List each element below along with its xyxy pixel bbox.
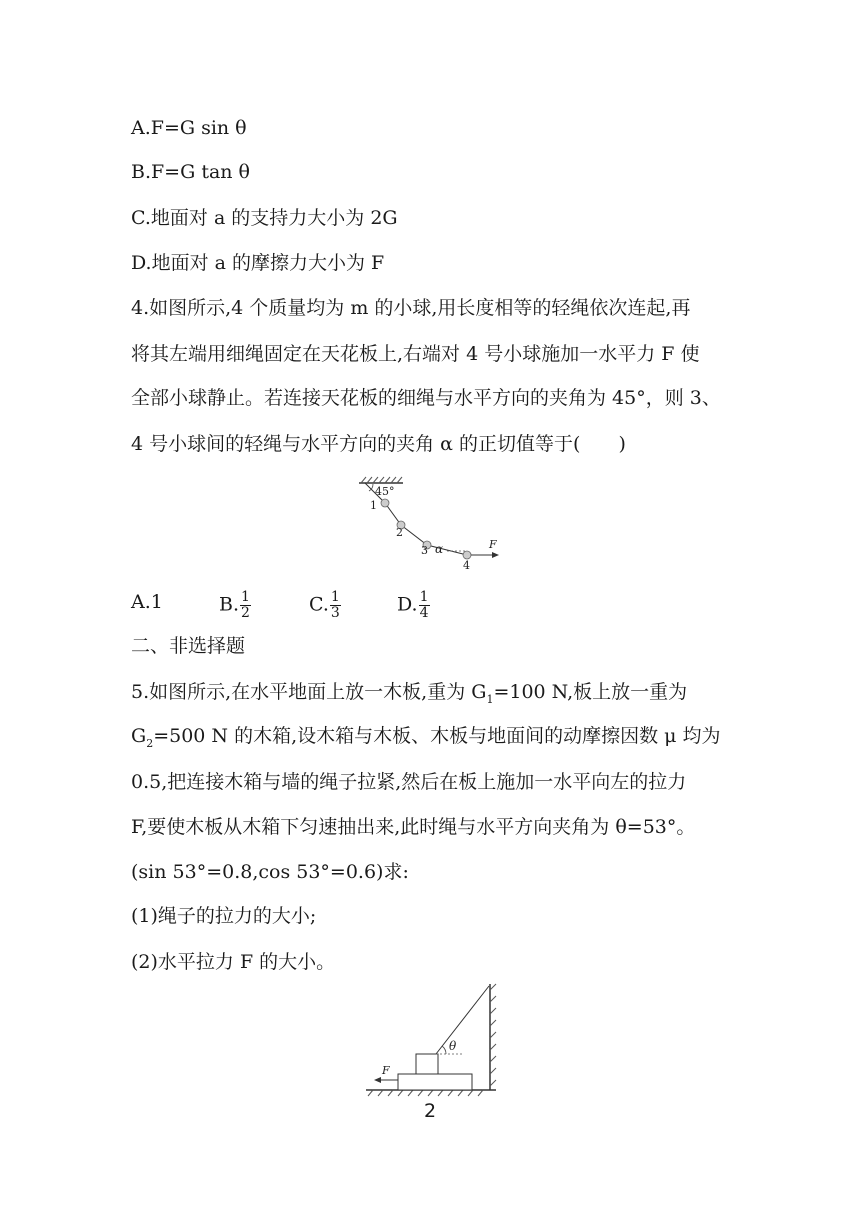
ball-1 [381, 499, 389, 507]
fraction-denominator: 2 [241, 605, 250, 621]
page-number: 2 [423, 1100, 437, 1122]
q4-text-line3: 全部小球静止。若连接天花板的细绳与水平方向的夹角为 45°，则 3、 [131, 387, 721, 409]
q4-figure [355, 475, 515, 575]
q3-option-d: D.地面对 a 的摩擦力大小为 F [131, 252, 385, 274]
theta-label: θ [449, 1039, 457, 1053]
fraction-numerator: 1 [241, 589, 250, 605]
q5-line1-part-b: =100 N,板上放一重为 [493, 681, 688, 703]
q5-line2-part-b: =500 N 的木箱,设木箱与木板、木板与地面间的动摩擦因数 μ 均为 [153, 725, 721, 747]
q5-line2-part-a: G [131, 725, 147, 747]
q5-text-line2 [131, 724, 721, 756]
rope-to-wall [436, 986, 489, 1054]
q4-option-c [309, 590, 341, 621]
q4-text-line4: 4 号小球间的轻绳与水平方向的夹角 α 的正切值等于( ) [131, 433, 626, 455]
q4-option-b [219, 590, 251, 621]
alpha-label: α [435, 542, 444, 556]
subscript-1: 1 [486, 692, 494, 706]
q4-option-b-fraction [240, 590, 251, 621]
angle-45-label: 45° [375, 485, 395, 498]
ball-4 [463, 551, 471, 559]
ground-hatch [368, 1090, 483, 1096]
q4-option-c-fraction [330, 590, 341, 621]
force-arrowhead [492, 552, 499, 558]
ball-label-1: 1 [370, 499, 377, 512]
theta-arc [442, 1046, 446, 1054]
crate [416, 1054, 438, 1074]
fraction-denominator: 3 [330, 605, 340, 621]
force-arrowhead [374, 1077, 381, 1083]
q4-option-d-fraction [419, 590, 430, 621]
q3-option-a: A.F=G sin θ [131, 117, 247, 139]
q3-option-b: B.F=G tan θ [131, 161, 251, 183]
q5-text-line5: (sin 53°=0.8,cos 53°=0.6)求: [131, 861, 409, 883]
q5-text-line1 [131, 680, 687, 712]
q5-subquestion-2: (2)水平拉力 F 的大小。 [131, 951, 336, 973]
ball-label-4: 4 [463, 559, 470, 572]
fraction-denominator: 4 [419, 605, 429, 621]
q5-figure [362, 980, 507, 1098]
subscript-2: 2 [146, 736, 154, 750]
q4-text-line2: 将其左端用细绳固定在天花板上,右端对 4 号小球施加一水平力 F 使 [131, 343, 700, 365]
q4-option-d [397, 590, 430, 621]
board [398, 1074, 472, 1090]
section-2-title: 二、非选择题 [131, 635, 246, 657]
q4-text-line1: 4.如图所示,4 个质量均为 m 的小球,用长度相等的轻绳依次连起,再 [131, 297, 691, 319]
force-label: F [489, 538, 497, 551]
q3-option-c: C.地面对 a 的支持力大小为 2G [131, 207, 398, 229]
q4-option-d-prefix: D. [397, 593, 418, 616]
q5-text-line3: 0.5,把连接木箱与墙的绳子拉紧,然后在板上施加一水平向左的拉力 [131, 771, 687, 793]
q4-option-b-prefix: B. [219, 593, 240, 616]
q5-text-line4: F,要使木板从木箱下匀速抽出来,此时绳与水平方向夹角为 θ=53°。 [131, 816, 696, 838]
ball-label-3: 3 [421, 544, 428, 557]
ceiling-hatch [361, 477, 402, 483]
fraction-numerator: 1 [330, 589, 340, 605]
q5-subquestion-1: (1)绳子的拉力的大小; [131, 905, 317, 927]
q5-line1-part-a: 5.如图所示,在水平地面上放一木板,重为 G [131, 681, 487, 703]
ball-label-2: 2 [396, 526, 403, 539]
force-label: F [382, 1064, 390, 1077]
q4-option-c-prefix: C. [309, 593, 329, 616]
wall-hatch [490, 984, 496, 1086]
q4-option-a: A.1 [131, 591, 163, 613]
fraction-numerator: 1 [419, 589, 429, 605]
